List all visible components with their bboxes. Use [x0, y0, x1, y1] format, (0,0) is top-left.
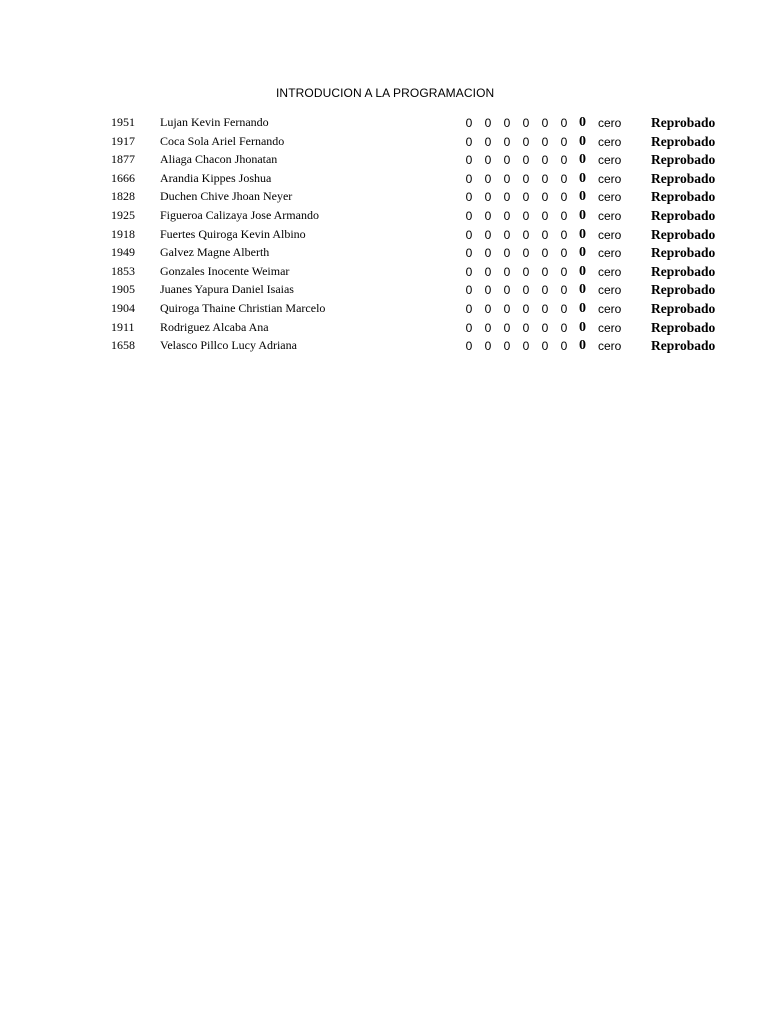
status-label: Reprobado — [651, 207, 716, 223]
score-6: 0 — [560, 283, 568, 298]
table-row — [0, 132, 768, 151]
final-grade-words: cero — [598, 190, 622, 205]
score-3: 0 — [503, 301, 511, 316]
score-3: 0 — [503, 227, 511, 242]
score-1: 0 — [465, 320, 473, 335]
score-6: 0 — [560, 153, 568, 168]
status-label: Reprobado — [651, 338, 716, 354]
grade-table — [0, 113, 768, 355]
final-grade: 0 — [579, 152, 586, 168]
score-3: 0 — [503, 171, 511, 186]
student-name: Lujan Kevin Fernando — [160, 115, 269, 129]
score-5: 0 — [541, 190, 549, 205]
status-label: Reprobado — [651, 226, 716, 242]
score-4: 0 — [522, 301, 530, 316]
score-6: 0 — [560, 171, 568, 186]
score-2: 0 — [484, 264, 492, 279]
final-grade: 0 — [579, 207, 586, 223]
student-code: 1949 — [111, 245, 135, 260]
score-5: 0 — [541, 320, 549, 335]
score-3: 0 — [503, 264, 511, 279]
score-2: 0 — [484, 283, 492, 298]
status-label: Reprobado — [651, 133, 716, 149]
table-row — [0, 150, 768, 169]
final-grade-words: cero — [598, 283, 622, 298]
score-5: 0 — [541, 246, 549, 261]
score-3: 0 — [503, 320, 511, 335]
student-code: 1925 — [111, 207, 135, 222]
score-3: 0 — [503, 246, 511, 261]
score-5: 0 — [541, 153, 549, 168]
score-6: 0 — [560, 190, 568, 205]
student-name: Gonzales Inocente Weimar — [160, 263, 290, 278]
student-name: Fuertes Quiroga Kevin Albino — [160, 226, 306, 241]
score-6: 0 — [560, 116, 568, 130]
score-3: 0 — [503, 134, 511, 149]
final-grade-words: cero — [598, 208, 622, 223]
final-grade: 0 — [579, 338, 586, 354]
student-name: Quiroga Thaine Christian Marcelo — [160, 300, 326, 315]
score-4: 0 — [522, 116, 530, 130]
final-grade: 0 — [579, 245, 586, 261]
score-5: 0 — [541, 227, 549, 242]
student-code: 1666 — [111, 170, 135, 185]
status-label: Reprobado — [651, 263, 716, 279]
score-3: 0 — [503, 153, 511, 168]
score-1: 0 — [465, 208, 473, 223]
final-grade-words: cero — [598, 339, 622, 354]
score-4: 0 — [522, 320, 530, 335]
score-2: 0 — [484, 208, 492, 223]
final-grade: 0 — [579, 226, 586, 242]
student-name: Juanes Yapura Daniel Isaias — [160, 282, 294, 297]
score-5: 0 — [541, 134, 549, 149]
final-grade: 0 — [579, 189, 586, 205]
final-grade-words: cero — [598, 134, 622, 149]
score-1: 0 — [465, 301, 473, 316]
student-code: 1658 — [111, 338, 135, 353]
status-label: Reprobado — [651, 300, 716, 316]
score-3: 0 — [503, 116, 511, 130]
student-code: 1905 — [111, 282, 135, 297]
student-code: 1853 — [111, 263, 135, 278]
score-4: 0 — [522, 283, 530, 298]
status-label: Reprobado — [651, 152, 716, 168]
student-name: Arandia Kippes Joshua — [160, 170, 272, 185]
final-grade: 0 — [579, 115, 586, 130]
score-5: 0 — [541, 116, 549, 130]
final-grade-words: cero — [598, 227, 622, 242]
score-5: 0 — [541, 283, 549, 298]
status-label: Reprobado — [651, 170, 716, 186]
final-grade: 0 — [579, 170, 586, 186]
score-6: 0 — [560, 246, 568, 261]
table-row — [0, 318, 768, 337]
student-name: Rodriguez Alcaba Ana — [160, 319, 269, 334]
final-grade-words: cero — [598, 171, 622, 186]
status-label: Reprobado — [651, 245, 716, 261]
score-4: 0 — [522, 171, 530, 186]
score-6: 0 — [560, 264, 568, 279]
score-2: 0 — [484, 320, 492, 335]
score-4: 0 — [522, 208, 530, 223]
score-2: 0 — [484, 171, 492, 186]
score-1: 0 — [465, 264, 473, 279]
status-label: Reprobado — [651, 319, 716, 335]
final-grade-words: cero — [598, 301, 622, 316]
table-row — [0, 262, 768, 281]
final-grade: 0 — [579, 300, 586, 316]
score-2: 0 — [484, 339, 492, 354]
score-2: 0 — [484, 116, 492, 130]
score-4: 0 — [522, 339, 530, 354]
table-row — [0, 169, 768, 188]
status-label: Reprobado — [651, 189, 716, 205]
score-1: 0 — [465, 246, 473, 261]
status-label: Reprobado — [651, 115, 716, 130]
score-5: 0 — [541, 264, 549, 279]
score-4: 0 — [522, 190, 530, 205]
status-label: Reprobado — [651, 282, 716, 298]
score-6: 0 — [560, 227, 568, 242]
table-row — [0, 225, 768, 244]
score-3: 0 — [503, 190, 511, 205]
student-name: Aliaga Chacon Jhonatan — [160, 152, 278, 167]
student-code: 1917 — [111, 133, 135, 148]
score-2: 0 — [484, 134, 492, 149]
score-3: 0 — [503, 208, 511, 223]
score-5: 0 — [541, 171, 549, 186]
table-row — [0, 280, 768, 299]
table-row — [0, 113, 768, 132]
score-2: 0 — [484, 227, 492, 242]
score-1: 0 — [465, 134, 473, 149]
score-6: 0 — [560, 339, 568, 354]
score-1: 0 — [465, 283, 473, 298]
score-4: 0 — [522, 227, 530, 242]
student-code: 1904 — [111, 300, 135, 315]
score-5: 0 — [541, 301, 549, 316]
final-grade: 0 — [579, 263, 586, 279]
page-title: INTRODUCION A LA PROGRAMACION — [276, 86, 495, 100]
final-grade: 0 — [579, 282, 586, 298]
score-4: 0 — [522, 246, 530, 261]
score-2: 0 — [484, 190, 492, 205]
score-2: 0 — [484, 246, 492, 261]
table-row — [0, 243, 768, 262]
student-code: 1911 — [111, 319, 135, 334]
student-code: 1918 — [111, 226, 135, 241]
score-6: 0 — [560, 301, 568, 316]
score-1: 0 — [465, 116, 473, 130]
table-row — [0, 187, 768, 206]
final-grade-words: cero — [598, 116, 622, 130]
student-name: Duchen Chive Jhoan Neyer — [160, 189, 293, 204]
student-name: Figueroa Calizaya Jose Armando — [160, 207, 319, 222]
table-row — [0, 206, 768, 225]
score-3: 0 — [503, 339, 511, 354]
table-row — [0, 336, 768, 355]
score-4: 0 — [522, 134, 530, 149]
score-2: 0 — [484, 153, 492, 168]
final-grade: 0 — [579, 133, 586, 149]
score-5: 0 — [541, 208, 549, 223]
score-4: 0 — [522, 264, 530, 279]
table-row — [0, 299, 768, 318]
final-grade-words: cero — [598, 264, 622, 279]
score-6: 0 — [560, 134, 568, 149]
student-name: Velasco Pillco Lucy Adriana — [160, 338, 297, 353]
final-grade-words: cero — [598, 153, 622, 168]
score-5: 0 — [541, 339, 549, 354]
score-1: 0 — [465, 339, 473, 354]
score-1: 0 — [465, 190, 473, 205]
score-1: 0 — [465, 227, 473, 242]
score-2: 0 — [484, 301, 492, 316]
score-6: 0 — [560, 208, 568, 223]
score-1: 0 — [465, 171, 473, 186]
student-code: 1877 — [111, 152, 135, 167]
score-4: 0 — [522, 153, 530, 168]
final-grade-words: cero — [598, 246, 622, 261]
score-6: 0 — [560, 320, 568, 335]
student-name: Galvez Magne Alberth — [160, 245, 270, 260]
score-1: 0 — [465, 153, 473, 168]
final-grade-words: cero — [598, 320, 622, 335]
student-name: Coca Sola Ariel Fernando — [160, 133, 285, 148]
student-code: 1828 — [111, 189, 135, 204]
student-code: 1951 — [111, 115, 135, 129]
score-3: 0 — [503, 283, 511, 298]
final-grade: 0 — [579, 319, 586, 335]
